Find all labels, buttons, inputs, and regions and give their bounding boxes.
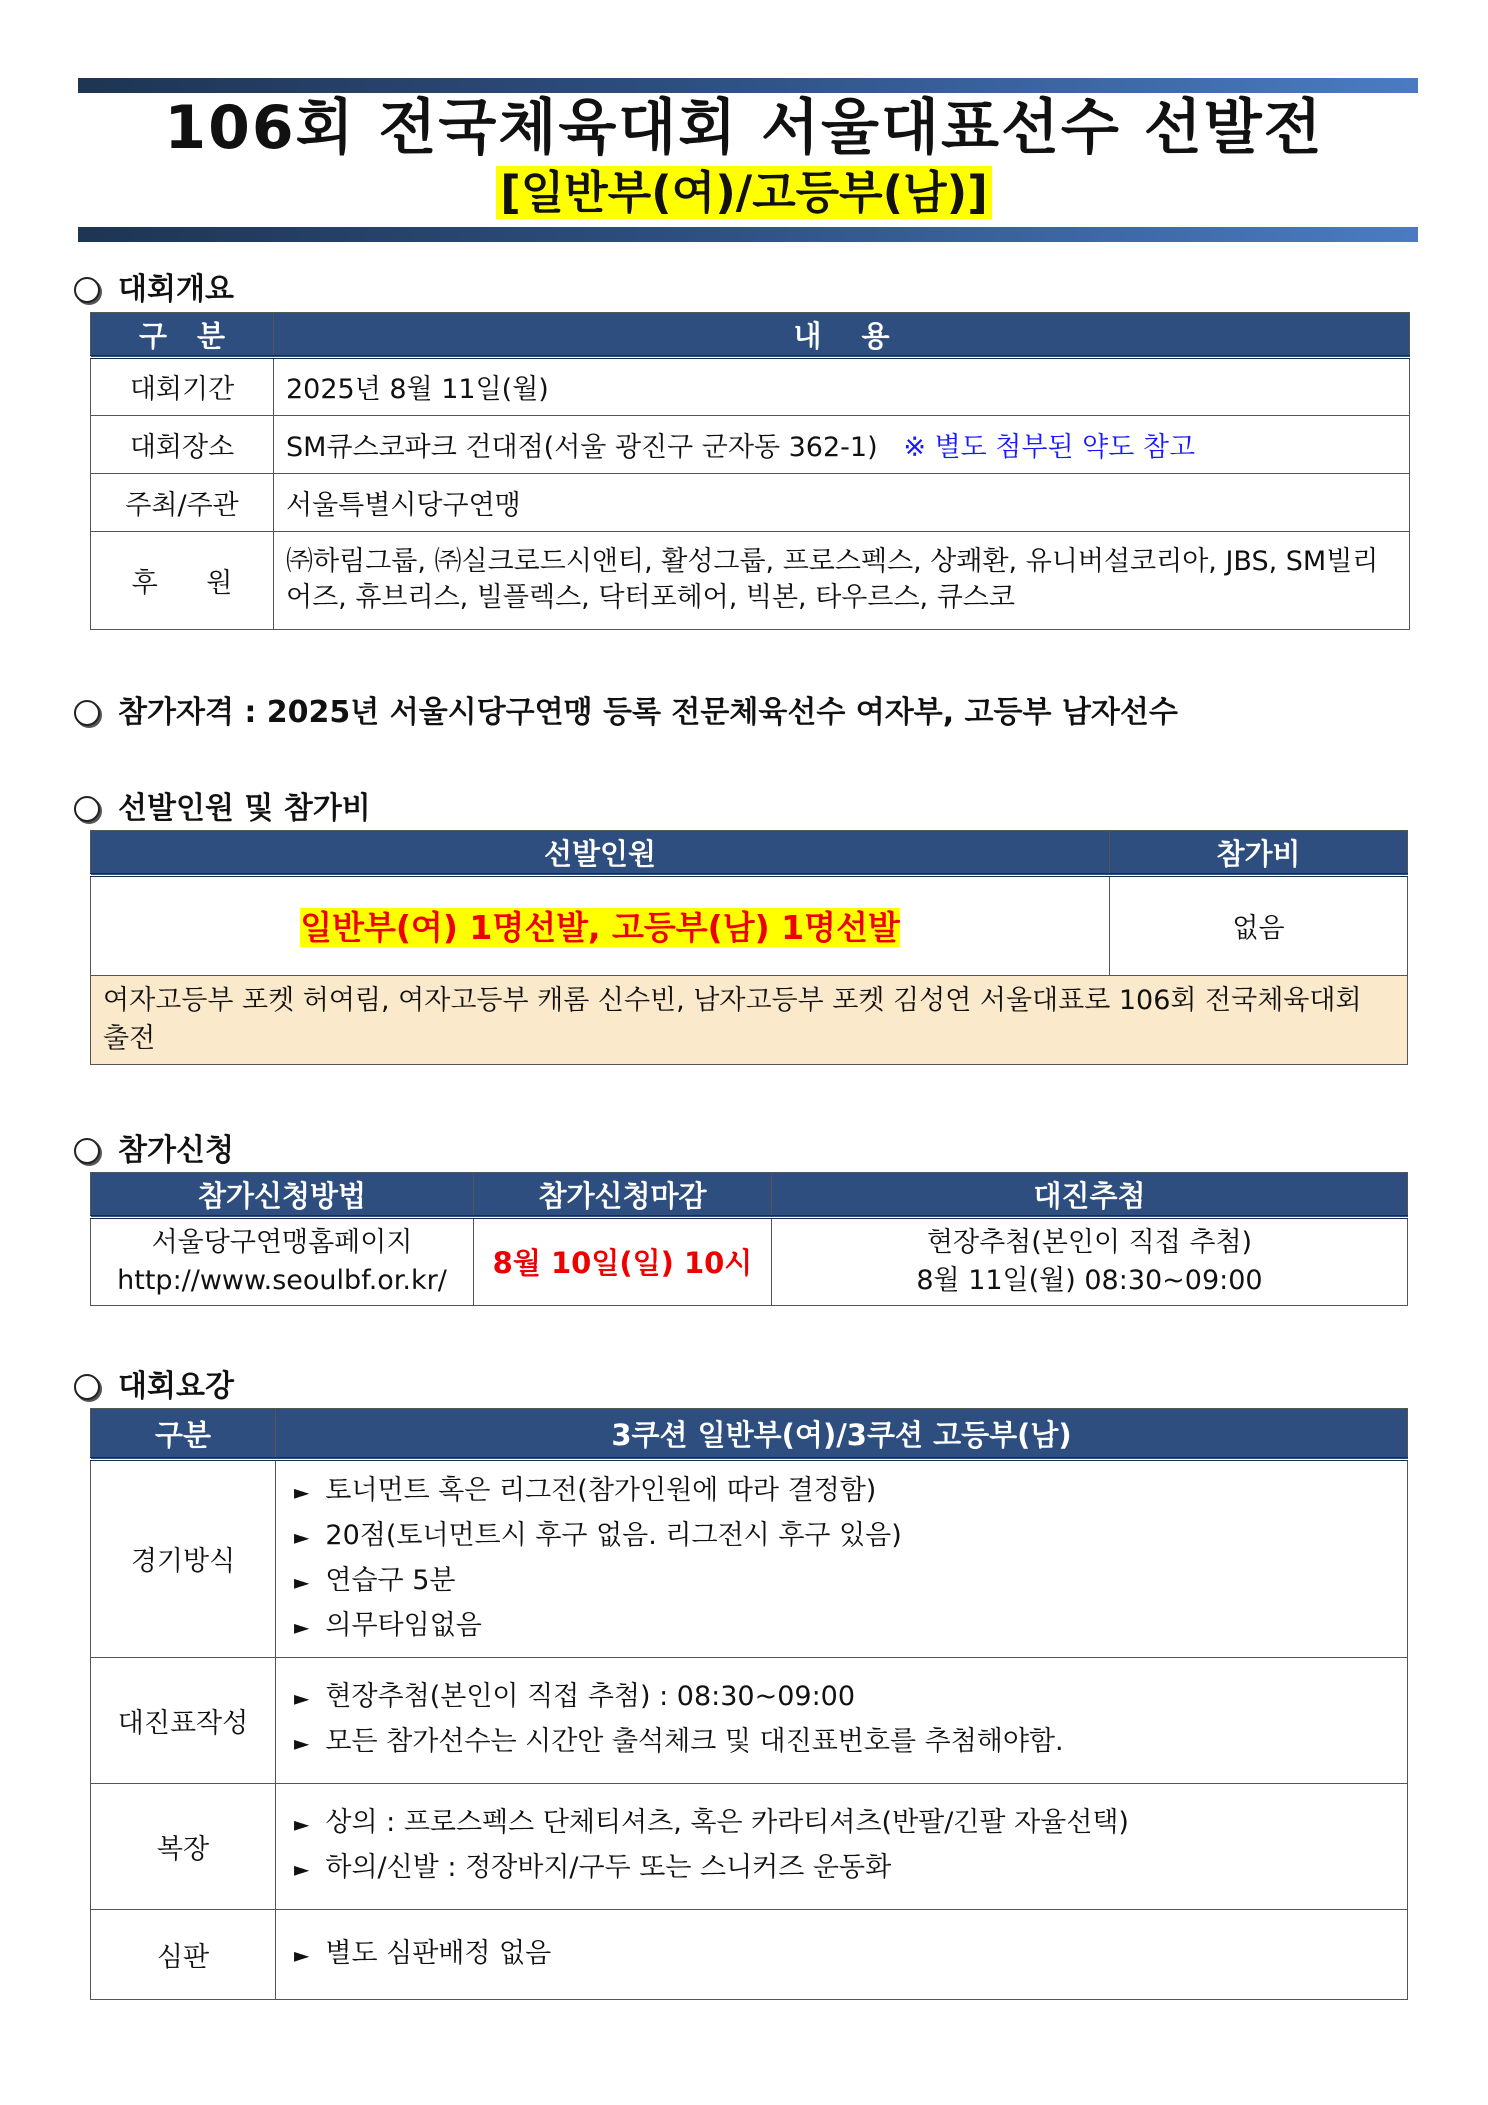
circle-bullet-icon [74,1374,100,1400]
rules-label-format: 경기방식 [91,1459,276,1657]
bullet-arrow-icon: ► [294,1942,310,1967]
section-application-heading [74,1134,234,1168]
selection-note: 여자고등부 포켓 허여림, 여자고등부 캐롬 신수빈, 남자고등부 포켓 김성연 서울대표로 106회 전국체육대회 출전 [91,975,1408,1064]
venue-text: SM큐스코파크 건대점(서울 광진구 군자동 362-1) [286,431,878,463]
application-draw-method: 현장추첨(본인이 직접 추첨) [926,1226,1253,1258]
overview-label-period: 대회기간 [91,357,274,415]
venue-map-note: ※ 별도 첨부된 약도 참고 [903,431,1196,463]
list-item: ► 연습구 5분 [294,1564,456,1596]
section-title: 참가신청 [118,1133,234,1168]
rules-bracket-list [276,1657,1408,1783]
bottom-decor-bar [78,227,1418,242]
circle-bullet-icon [74,277,100,303]
section-title: 선발인원 및 참가비 [118,791,371,826]
circle-bullet-icon [74,1138,100,1164]
rules-format-list [276,1459,1408,1657]
overview-value-venue [274,415,1410,473]
application-col-header-method: 참가신청방법 [91,1173,474,1218]
list-item: ► 모든 참가선수는 시간안 출석체크 및 대진표번호를 추첨해야함. [294,1726,1064,1757]
rules-label-bracket: 대진표작성 [91,1657,276,1783]
bullet-arrow-icon: ► [294,1812,310,1836]
page-subtitle [0,168,1488,228]
selection-table [90,830,1408,1065]
application-col-header-deadline: 참가신청마감 [474,1173,772,1218]
application-draw-cell [772,1217,1408,1305]
application-col-header-draw: 대진추첨 [772,1173,1408,1218]
section-rules-heading [74,1370,234,1404]
bullet-arrow-icon: ► [294,1686,310,1710]
application-deadline: 8월 10일(일) 10시 [474,1217,772,1305]
overview-label-host: 주최/주관 [91,473,274,531]
section-overview-heading [74,273,234,307]
overview-col-header-content: 내 용 [274,313,1410,358]
application-draw-time: 8월 11일(월) 08:30~09:00 [916,1264,1263,1296]
bullet-arrow-icon: ► [294,1614,310,1639]
overview-col-header-category: 구 분 [91,313,274,358]
eligibility-text: 참가자격 : 2025년 서울시당구연맹 등록 전문체육선수 여자부, 고등부 남자선수 [118,695,1178,730]
list-item: ► 별도 심판배정 없음 [294,1937,552,1969]
top-decor-bar [78,78,1418,93]
rules-label-referee: 심판 [91,1909,276,1999]
section-selection-heading [74,792,371,826]
section-eligibility [74,696,1178,730]
rules-label-dress: 복장 [91,1783,276,1909]
overview-value-period: 2025년 8월 11일(월) [274,357,1410,415]
overview-value-sponsor: ㈜하림그룹, ㈜실크로드시앤티, 활성그룹, 프로스펙스, 상쾌환, 유니버설코리아, JBS, SM빌리어즈, 휴브리스, 빌플렉스, 닥터포헤어, 빅본, 타우르스, 큐스코 [274,531,1410,629]
application-method-url[interactable]: http://www.seoulbf.or.kr/ [117,1264,447,1296]
selection-col-header-count: 선발인원 [91,831,1110,876]
rules-dress-list [276,1783,1408,1909]
bullet-arrow-icon: ► [294,1479,310,1504]
overview-table [90,312,1410,630]
overview-label-venue: 대회장소 [91,415,274,473]
selection-col-header-fee: 참가비 [1110,831,1408,876]
selection-fee: 없음 [1110,875,1408,975]
circle-bullet-icon [74,700,100,726]
rules-referee-list [276,1909,1408,1999]
page-title: 106회 전국체육대회 서울대표선수 선발전 [164,93,1324,163]
bullet-arrow-icon: ► [294,1569,310,1594]
bullet-arrow-icon: ► [294,1731,310,1755]
overview-value-host: 서울특별시당구연맹 [274,473,1410,531]
rules-table [90,1408,1408,2000]
rules-col-header-content: 3쿠션 일반부(여)/3쿠션 고등부(남) [276,1409,1408,1460]
application-method-cell [91,1217,474,1305]
application-table [90,1172,1408,1306]
list-item: ► 의무타임없음 [294,1609,482,1641]
list-item: ► 20점(토너먼트시 후구 없음. 리그전시 후구 있음) [294,1519,902,1551]
selection-count-cell [91,875,1110,975]
list-item: ► 상의 : 프로스펙스 단체티셔츠, 혹은 카라티셔츠(반팔/긴팔 자율선택) [294,1807,1129,1838]
section-title: 대회개요 [118,272,234,307]
list-item: ► 토너먼트 혹은 리그전(참가인원에 따라 결정함) [294,1474,877,1506]
subtitle-highlight: [일반부(여)/고등부(남)] [496,166,992,219]
list-item: ► 하의/신발 : 정장바지/구두 또는 스니커즈 운동화 [294,1852,892,1883]
application-method-site: 서울당구연맹홈페이지 [151,1226,413,1258]
circle-bullet-icon [74,796,100,822]
overview-label-sponsor: 후 원 [91,531,274,629]
bullet-arrow-icon: ► [294,1857,310,1881]
rules-col-header-category: 구분 [91,1409,276,1460]
section-title: 대회요강 [118,1369,234,1404]
selection-count: 일반부(여) 1명선발, 고등부(남) 1명선발 [300,908,900,948]
list-item: ► 현장추첨(본인이 직접 추첨) : 08:30~09:00 [294,1681,856,1712]
bullet-arrow-icon: ► [294,1524,310,1549]
